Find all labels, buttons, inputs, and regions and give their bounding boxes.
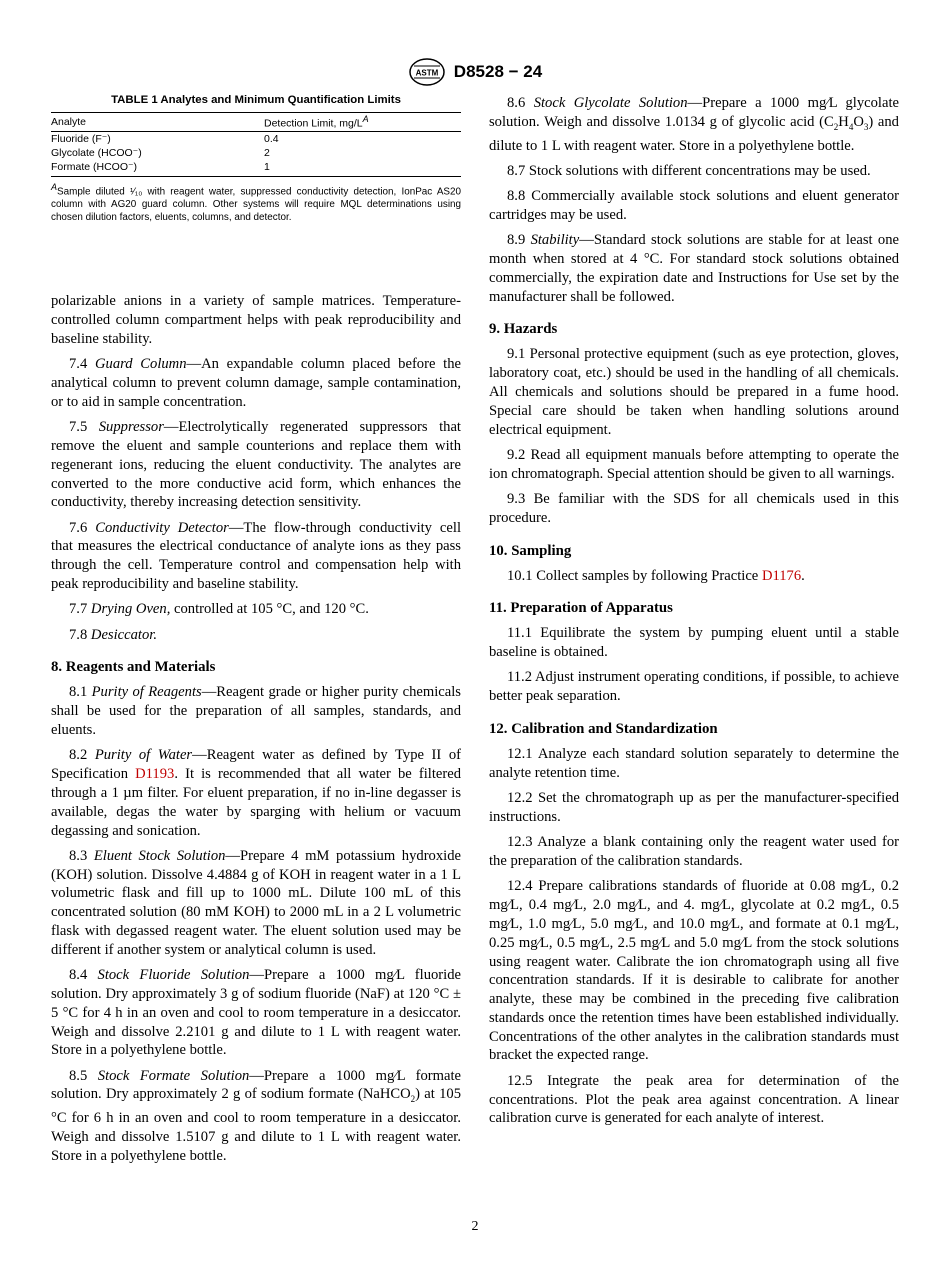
paragraph-12-2: 12.2 Set the chromatograph up as per the manufacturer-specified instructions. (489, 790, 899, 825)
paragraph-12-5: 12.5 Integrate the peak area for determination of the concentrations. Plot the peak area against concentration. A linear calibration curve is generated for each analyte of interest. (489, 1072, 899, 1127)
paragraph-11-1: 11.1 Equilibrate the system by pumping eluent until a stable baseline is obtained. (489, 625, 899, 661)
paragraph-9-3: 9.3 Be familiar with the SDS for all chemicals used in this procedure. (489, 490, 899, 526)
paragraph-8-7: 8.7 Stock solutions with different concentrations may be used. (507, 162, 871, 179)
table-footnote: $^A$Sample diluted ¹⁄₁₀ with reagent water, suppressed conductivity detection, IonPac AS20 column with AG20 guard column. Other systems will require MQL determinations using chosen dilution factors, eluents, columns, and detector. (51, 181, 461, 224)
section-heading-11: 11. Preparation of Apparatus (489, 600, 673, 617)
section-heading-8: 8. Reagents and Materials (51, 659, 216, 676)
paragraph-12-4: 12.4 Prepare calibrations standards of fluoride at 0.08 mg⁄L, 0.2 mg⁄L, 0.4 mg⁄L, 2.0 mg⁄L, and 4. mg⁄L, glycolate at 0.2 mg⁄L, 0.5 mg⁄L, 1.0 mg⁄L, 5.0 mg⁄L, and 10.0 mg⁄L, and formate at 0.1 mg⁄L, 0.25 mg⁄L, 0.5 mg⁄L, 2.5 mg⁄L and 5.0 mg⁄L from the stock solutions using reagent water. Calibrate the ion chromatograph using all five concentration standards. If it is desirable to calibrate for another analyte, these may be combined in the preceding five calibration standards once the retention times have been established individually. Concentrations of the other analytes in the calibration standards must bracket the expected range. (489, 878, 899, 1064)
logo-text: ASTM (415, 68, 439, 78)
paragraph-10-1: 10.1 Collect samples by following Practice D1176. (507, 567, 805, 584)
table-title: TABLE 1 Analytes and Minimum Quantification Limits (111, 94, 401, 106)
analytes-table (51, 112, 461, 177)
paragraph-8-6: 8.6 Stock Glycolate Solution—Prepare a 1000 mg⁄L glycolate solution. Weigh and dissolve 1.0134 g of glycolic acid $(C_2H_4O_3)$ and dilute to 1 L with reagent water. Store in a polyethylene bottle. (489, 95, 900, 154)
paragraph-12-3: 12.3 Analyze a blank containing only the reagent water used for the preparation of the calibration standards. (489, 834, 899, 870)
paragraph-8-4: 8.4 Stock Fluoride Solution—Prepare a 1000 mg⁄L fluoride solution. Dry approximately 3 g of sodium fluoride (NaF) at 120 °C ± 5 °C for 4 h in an oven and cool to room temperature in a desiccator. Weigh and dissolve 2.2101 g and dilute to 1 L with reagent water. Store in a polyethylene bottle. (51, 967, 461, 1059)
table-row (51, 146, 461, 160)
paragraph-9-1: 9.1 Personal protective equipment (such as eye protection, gloves, laboratory coat, etc.) should be used in the handling of all chemicals. All chemicals and solutions should be prepared in a fume hood. Special care should be taken when handling solutions around electrical equipment. (489, 346, 899, 438)
right-column (489, 94, 899, 1135)
d1193-link[interactable]: D1193 (135, 766, 175, 783)
section-heading-12: 12. Calibration and Standardization (489, 721, 718, 738)
column-header-limit: Detection Limit, $mg/L^A$ (264, 113, 461, 132)
limit-cell: 1 (264, 160, 461, 177)
column-header-analyte: Analyte (51, 113, 264, 132)
section-heading-10: 10. Sampling (489, 542, 572, 559)
table-row (51, 160, 461, 177)
paragraph-8-3: 8.3 Eluent Stock Solution—Prepare 4 mM potassium hydroxide (KOH) solution. Dissolve 4.4884 g of KOH in reagent water in a 1 L volumetric flask and fill up to 1000 mL. Dilute 100 mL of this concentrated solution (80 mM KOH) to 2000 mL in a 2 L volumetric flask with degassed reagent water. The eluent solution used may be different if another system or analytical column is used. (51, 847, 461, 958)
table-1 (51, 94, 461, 224)
paragraph-7-5: 7.5 Suppressor—Electrolytically regenerated suppressors that remove the eluent and sample counterions and replace them with regenerant ions, reducing the eluent conductivity. The analytes are converted to the more conductive acid form, which enhances the conductivity, thereby increasing detection sensitivity. (51, 419, 461, 511)
table-row (51, 131, 461, 146)
paragraph-8-8: 8.8 Commercially available stock solutions and eluent generator cartridges may be used. (489, 188, 899, 223)
footnote-marker: A (362, 114, 369, 124)
limit-cell: 0.4 (264, 132, 279, 145)
paragraph-11-2: 11.2 Adjust instrument operating conditions, if possible, to achieve better peak separation. (489, 669, 899, 705)
analyte-cell: Glycolate (HCOO⁻) (51, 146, 142, 159)
paragraph-12-1: 12.1 Analyze each standard solution separately to determine the analyte retention time. (489, 746, 899, 781)
paragraph-7-7: 7.7 Drying Oven, controlled at 105 °C, and 120 °C. (69, 601, 369, 618)
limit-cell: 2 (264, 146, 270, 159)
astm-logo-icon (408, 57, 446, 87)
paragraph-7-4: 7.4 Guard Column—An expandable column placed before the analytical column to prevent column damage, sample contamination, or to aid in sample concentration. (51, 356, 462, 410)
d1176-link[interactable]: D1176 (761, 567, 802, 584)
paragraph-7-3-continued: polarizable anions in a variety of sample matrices. Temperature-controlled column compartment helps with peak reproducibility and baseline stability. (51, 293, 461, 347)
paragraph-8-9: 8.9 Stability—Standard stock solutions are stable for at least one month when stored at 4 °C. For standard stock solutions obtained commercially, the expiration date and Instructions for Use set by the manufacturer shall be followed. (489, 232, 899, 305)
document-id: D8528 − 24 (453, 62, 543, 81)
paragraph-7-6: 7.6 Conductivity Detector—The flow-through conductivity cell that measures the electrical conductance of analyte ions as they pass through the cell. Temperature control and compensation help with peak reproducibility and baseline stability. (51, 519, 461, 593)
page-header (0, 57, 950, 87)
paragraph-9-2: 9.2 Read all equipment manuals before attempting to operate the ion chromatograph. Special attention should be given to all warnings. (489, 446, 899, 482)
section-heading-9: 9. Hazards (489, 321, 558, 338)
paragraph-8-5: 8.5 Stock Formate Solution—Prepare a 1000 mg⁄L formate solution. Dry approximately 2 g of sodium formate (NaHCO$_2$) at 105 °C for 6 h in an oven and cool to room temperature in a desiccator. Weigh and dissolve 1.5107 g and dilute to 1 L with reagent water. Store in a polyethylene bottle. (51, 1067, 461, 1164)
paragraph-7-8: 7.8 Desiccator. (69, 626, 157, 643)
left-column (51, 94, 461, 1172)
paragraph-8-1: 8.1 Purity of Reagents—Reagent grade or higher purity chemicals shall be used for the preparation of all samples, standards, and eluents. (51, 684, 461, 739)
paragraph-8-2: 8.2 Purity of Water—Reagent water as defined by Type II of Specification D1193. It is recommended that all water be filtered through a 1 µm filter. For eluent preparation, if no in-line degasser is available, degas the water by sparging with helium or vacuum degassing and sonication. (51, 747, 462, 839)
analyte-cell: Fluoride (F⁻) (51, 132, 111, 145)
page-number: 2 (471, 1219, 479, 1234)
analyte-cell: Formate (HCOO⁻) (51, 160, 264, 177)
